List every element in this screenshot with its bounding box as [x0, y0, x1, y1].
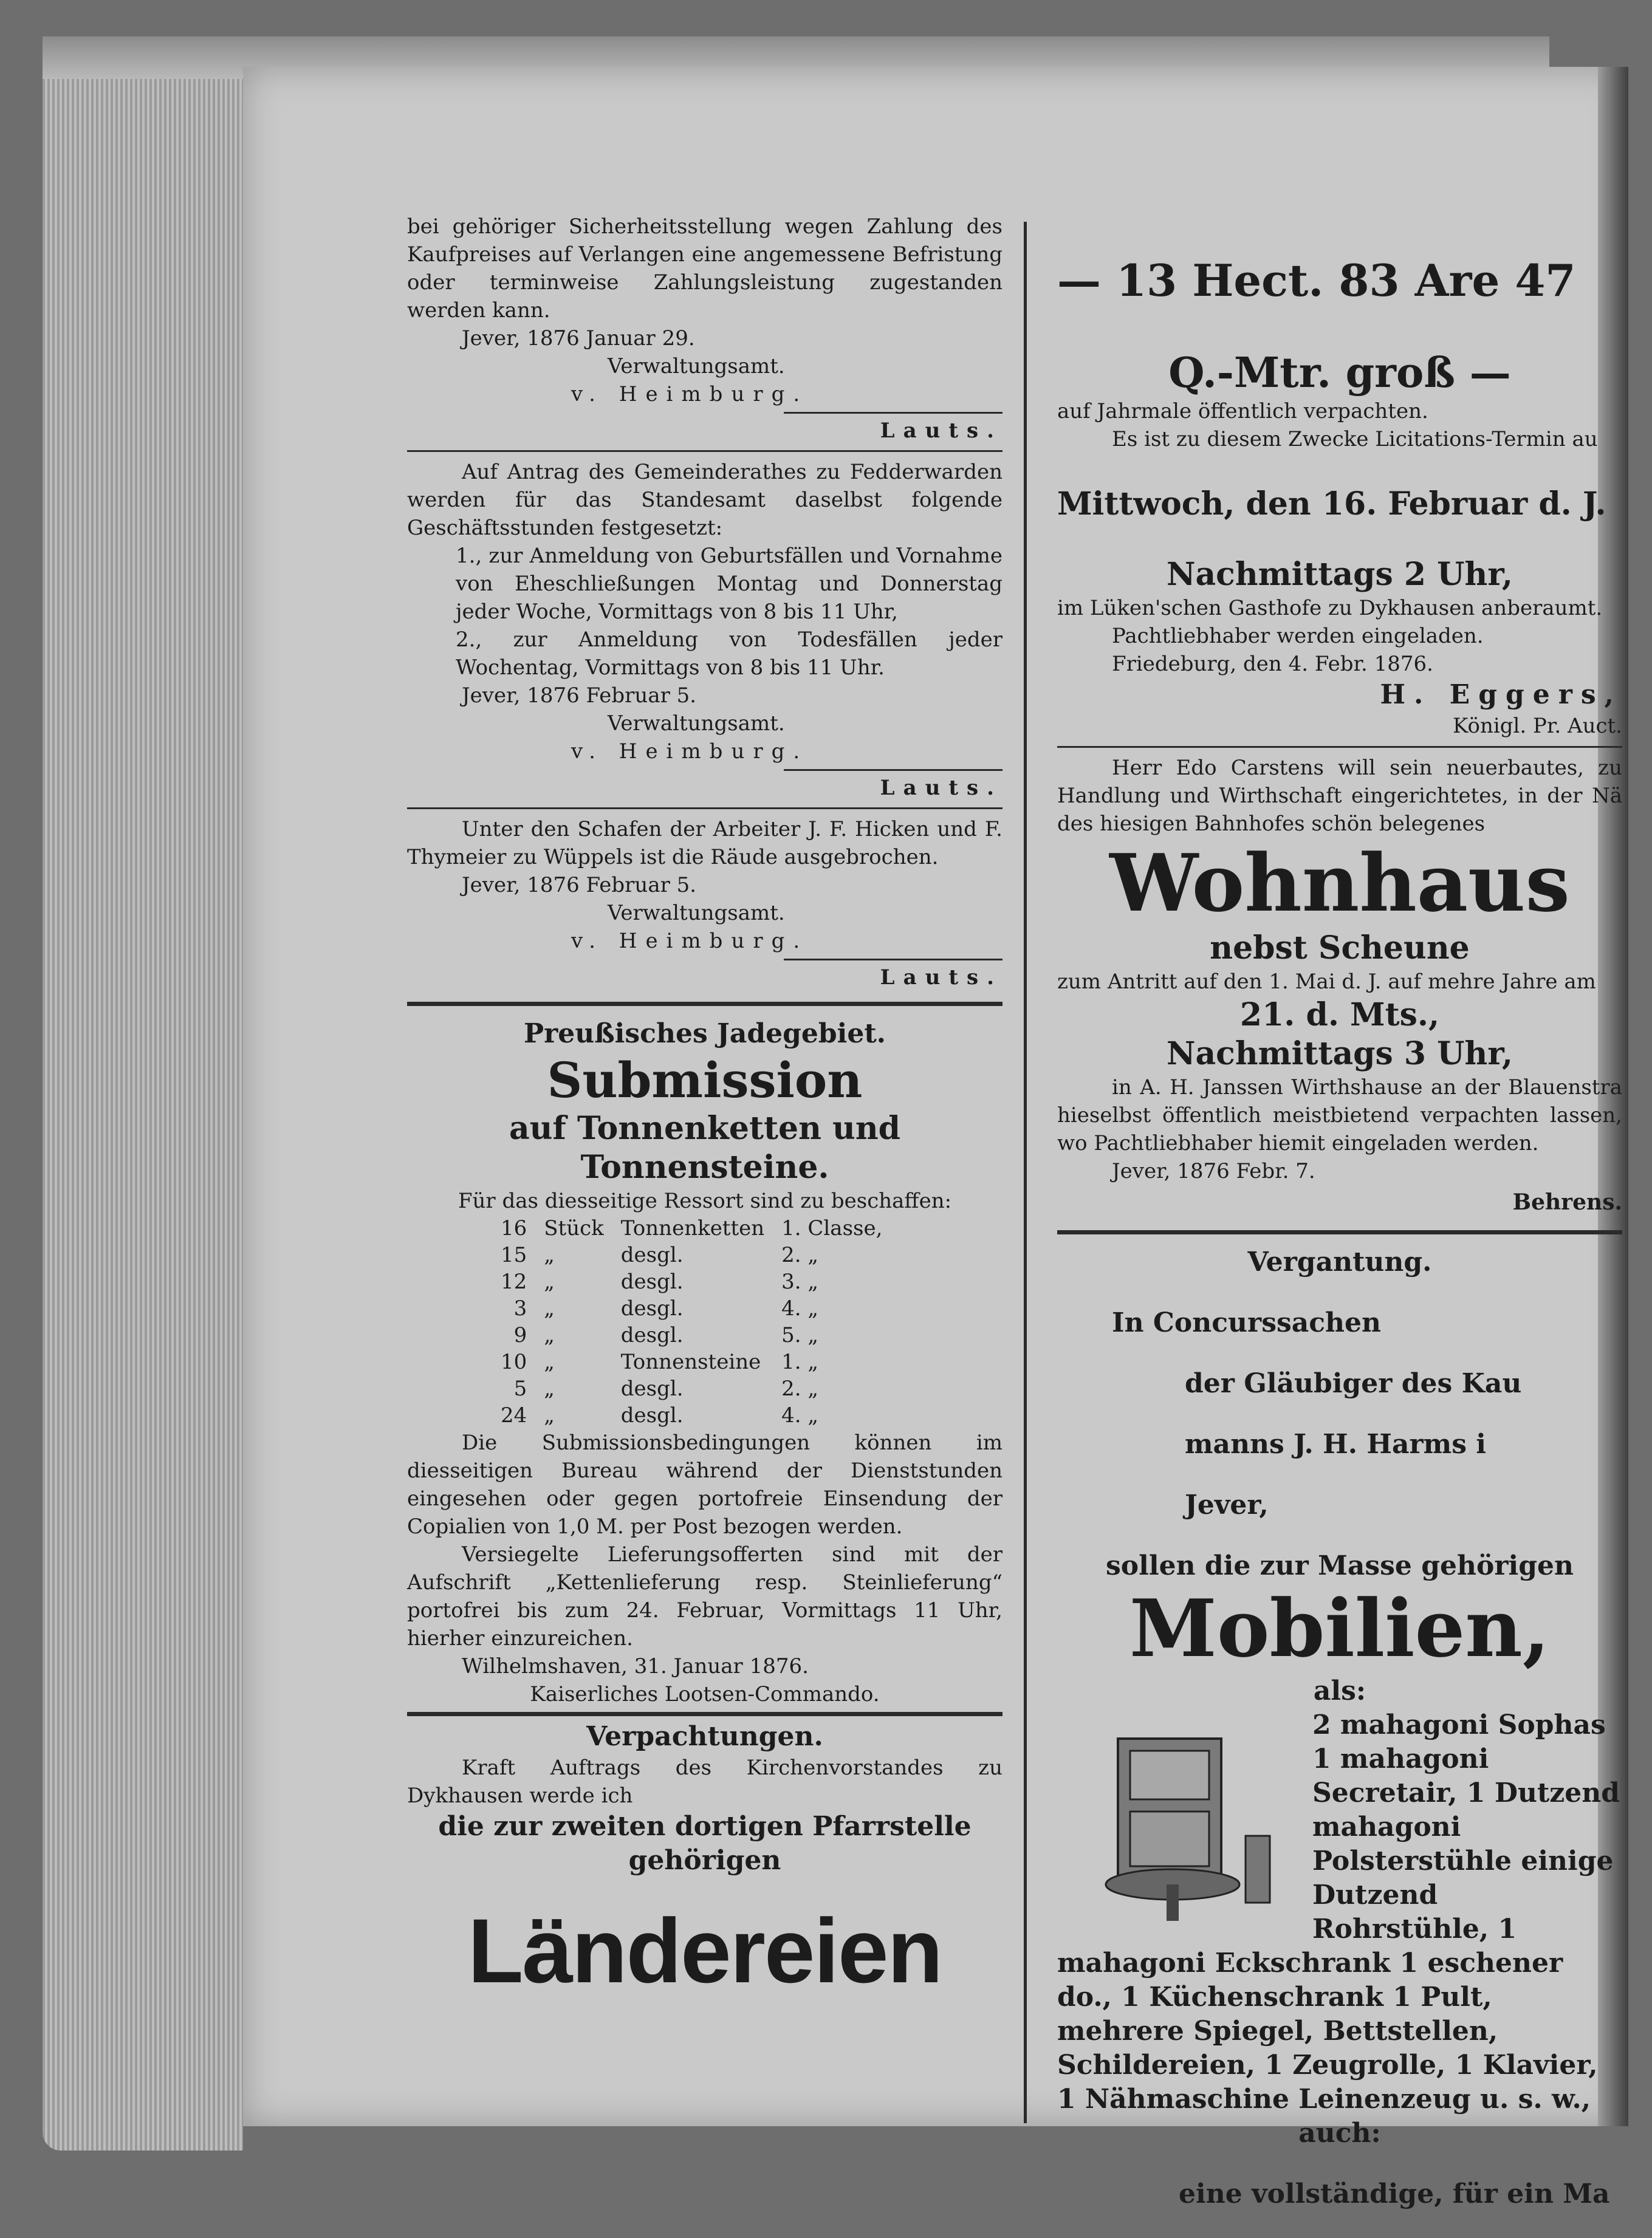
area-line: — 13 Hect. 83 Are 47: [1057, 255, 1576, 306]
notice-text: bei gehöriger Sicherheitsstellung wegen Zahlung des Kaufpreises auf Verlangen eine angemessene Befristung oder terminweise Zahlungsleistung zugestanden werden kann.: [407, 214, 1003, 323]
submission-ad: [407, 1017, 1003, 1708]
ad-line: auch:: [1298, 2118, 1381, 2149]
notice-text: Unter den Schafen der Arbeiter J. F. Hicken und F. Thymeier zu Wüppels ist die Räude ausgebrochen.: [407, 817, 1003, 869]
table-cell-unit: Stück: [544, 1216, 604, 1240]
left-column: [407, 213, 1003, 2002]
table-cell-cls: 2. „: [781, 1377, 819, 1401]
newspaper-page: [243, 67, 1628, 2209]
table-cell-n: 15: [501, 1243, 527, 1267]
ad-paragraph: Die Submissionsbedingungen können im diesseitigen Bureau während der Dienststunden eingesehen oder gegen portofreie Einsendung der Copialien von 1,0 M. per Post bezogen werden.: [407, 1431, 1003, 1539]
items-table: [492, 1215, 891, 1429]
table-cell-n: 5: [513, 1377, 527, 1401]
table-cell-unit: „: [544, 1350, 555, 1374]
table-row: [492, 1242, 891, 1268]
ad-intro: Für das diesseitige Ressort sind zu beschaffen:: [458, 1189, 952, 1213]
ad-paragraph: Es ist zu diesem Zwecke Licitations-Termin au: [1112, 427, 1598, 451]
table-cell-item: desgl.: [620, 1296, 684, 1321]
table-cell-unit: „: [544, 1270, 555, 1294]
ad-line: eine vollständige, für ein Ma: [1179, 2178, 1610, 2209]
signature: Lauts.: [880, 776, 1003, 800]
signature: Behrens.: [1512, 1189, 1622, 1215]
table-cell-unit: „: [544, 1296, 555, 1321]
place-date: Friedeburg, den 4. Febr. 1876.: [1112, 652, 1433, 676]
ad-line: Jever,: [1185, 1490, 1269, 1521]
notice-text: Auf Antrag des Gemeinderathes zu Fedderwarden werden für das Standesamt daselbst folgende Geschäftsstunden festgesetzt:: [407, 460, 1003, 540]
lease-ad: [407, 1720, 1003, 2002]
place-date: Jever, 1876 Febr. 7.: [1112, 1159, 1315, 1183]
ad-paragraph: auf Jahrmale öffentlich verpachten.: [1057, 399, 1428, 423]
lease-continuation: [1057, 256, 1622, 740]
table-row: [492, 1295, 891, 1322]
ad-bold-line: die zur zweiten dortigen Pfarrstelle: [438, 1811, 972, 1842]
ad-paragraph: Versiegelte Lieferungsofferten sind mit der Aufschrift „Kettenlieferung resp. Steinlieferung“ portofrei bis zum 24. Februar, Vormittags 11 Uhr, hierher einzureichen.: [407, 1542, 1003, 1651]
ad-big-title: Wohnhaus: [1109, 837, 1570, 929]
notice-2: [407, 458, 1003, 801]
ad-heading: Preußisches Jadegebiet.: [524, 1018, 886, 1049]
signature-title: Königl. Pr. Auct.: [1453, 714, 1622, 738]
ad-paragraph: Pachtliebhaber werden eingeladen.: [1112, 624, 1484, 648]
place-date: Jever, 1876 Januar 29.: [462, 326, 695, 351]
table-cell-cls: 4. „: [781, 1296, 819, 1321]
ad-paragraph: in A. H. Janssen Wirthshause an der Blauenstra hieselbst öffentlich meistbietend verpachten lassen, wo Pachtliebhaber hiemit eingeladen werden.: [1057, 1075, 1622, 1155]
table-cell-cls: 3. „: [781, 1270, 819, 1294]
ad-big-title: Ländereien: [467, 1900, 942, 2002]
ad-line: der Gläubiger des Kau: [1185, 1368, 1522, 1399]
ad-line: In Concurssachen: [1112, 1307, 1382, 1338]
ad-line: manns J. H. Harms i: [1185, 1429, 1487, 1460]
list-item: 2., zur Anmeldung von Todesfällen jeder Wochentag, Vormittags von 8 bis 11 Uhr.: [456, 628, 1003, 680]
place-date: Wilhelmshaven, 31. Januar 1876.: [462, 1654, 809, 1679]
separator-thick: [407, 1002, 1003, 1006]
table-cell-n: 10: [501, 1350, 527, 1374]
table-cell-n: 12: [501, 1270, 527, 1294]
ad-paragraph: im Lüken'schen Gasthofe zu Dykhausen anberaumt.: [1057, 596, 1603, 620]
separator: [1057, 746, 1622, 748]
right-column: [1057, 213, 1622, 2238]
ad-paragraph: Kraft Auftrags des Kirchenvorstandes zu Dykhausen werde ich: [407, 1756, 1003, 1808]
table-cell-unit: „: [544, 1377, 555, 1401]
auction-date: 21. d. Mts.,: [1239, 996, 1440, 1033]
office: Verwaltungsamt.: [608, 901, 785, 925]
furniture-list: 2 mahagoni Sophas 1 mahagoni Secretair, 1 Dutzend mahagoni Polsterstühle einige Dutzend Rohrstühle, 1 mahagoni Eckschrank 1 eschener do., 1 Küchenschrank 1 Pult, mehrere Spiegel, Bettstellen, Schildereien, 1 Zeugrolle, 1 Klavier, 1 Nähmaschine Leinenzeug u. s. w.,: [1057, 1709, 1620, 2115]
signature: H. Eggers,: [1380, 679, 1622, 710]
table-cell-item: desgl.: [620, 1377, 684, 1401]
list-item: 1., zur Anmeldung von Geburtsfällen und Vornahme von Eheschließungen Montag und Donnerstag jeder Woche, Vormittags von 8 bis 11 Uhr,: [456, 544, 1003, 624]
signature: v. Heimburg.: [571, 739, 809, 764]
notice-3: [407, 815, 1003, 991]
ad-big-title: Mobilien,: [1129, 1582, 1551, 1675]
table-cell-item: desgl.: [620, 1323, 684, 1347]
ad-heading: Vergantung.: [1247, 1247, 1432, 1278]
table-cell-n: 24: [501, 1403, 527, 1428]
signature: v. Heimburg.: [571, 382, 809, 406]
table-cell-cls: 1. Classe,: [781, 1216, 883, 1240]
auction-time: Nachmittags 3 Uhr,: [1166, 1035, 1513, 1072]
place-date: Jever, 1876 Februar 5.: [462, 683, 697, 708]
table-cell-n: 9: [513, 1323, 527, 1347]
separator: [407, 807, 1003, 809]
ad-paragraph: zum Antritt auf den 1. Mai d. J. auf mehre Jahre am: [1057, 970, 1596, 994]
signature: Lauts.: [880, 965, 1003, 990]
ad-heading: Verpachtungen.: [586, 1721, 823, 1752]
house-ad: [1057, 754, 1622, 1219]
table-cell-cls: 1. „: [781, 1350, 819, 1374]
ad-subtitle: nebst Scheune: [1210, 929, 1470, 967]
table-cell-cls: 5. „: [781, 1323, 819, 1347]
table-row: [492, 1375, 891, 1402]
notice-1: [407, 213, 1003, 444]
book-page-edges: [43, 36, 243, 2151]
auction-ad: [1057, 1245, 1622, 2211]
table-cell-cls: 2. „: [781, 1243, 819, 1267]
signature: Kaiserliches Lootsen-Commando.: [530, 1682, 880, 1706]
office: Verwaltungsamt.: [608, 354, 785, 378]
ad-bold-line: gehörigen: [628, 1845, 781, 1876]
table-cell-item: desgl.: [620, 1403, 684, 1428]
table-row: [492, 1215, 891, 1242]
signature: v. Heimburg.: [571, 929, 809, 953]
signature: Lauts.: [880, 419, 1003, 443]
table-cell-unit: „: [544, 1323, 555, 1347]
separator-thick: [407, 1712, 1003, 1716]
table-cell-n: 16: [501, 1216, 527, 1240]
table-cell-item: Tonnensteine: [620, 1350, 761, 1374]
signature-rule: [784, 769, 1003, 771]
separator-thick: [1057, 1230, 1622, 1234]
ad-paragraph: Herr Edo Carstens will sein neuerbautes, zu Handlung und Wirthschaft eingerichtetes, in der Nä des hiesigen Bahnhofes schön belegenes: [1057, 756, 1622, 836]
table-row: [492, 1402, 891, 1429]
ad-line: als:: [1313, 1675, 1366, 1706]
area-line: Q.-Mtr. groß —: [1168, 349, 1511, 397]
table-cell-item: desgl.: [620, 1270, 684, 1294]
ad-title: Submission: [547, 1052, 863, 1109]
table-cell-item: Tonnenketten: [620, 1216, 765, 1240]
table-cell-n: 3: [513, 1296, 527, 1321]
place-date: Jever, 1876 Februar 5.: [462, 873, 697, 897]
separator: [407, 450, 1003, 452]
table-cell-unit: „: [544, 1243, 555, 1267]
auction-time: Nachmittags 2 Uhr,: [1166, 556, 1513, 593]
table-row: [492, 1268, 891, 1295]
signature-rule: [784, 959, 1003, 960]
table-row: [492, 1349, 891, 1375]
signature-rule: [784, 412, 1003, 414]
table-row: [492, 1322, 891, 1349]
column-divider: [1024, 222, 1027, 2123]
table-cell-unit: „: [544, 1403, 555, 1428]
table-cell-cls: 4. „: [781, 1403, 819, 1428]
office: Verwaltungsamt.: [608, 711, 785, 736]
auction-date: Mittwoch, den 16. Februar d. J.: [1057, 485, 1606, 522]
ad-line: sollen die zur Masse gehörigen: [1106, 1550, 1574, 1581]
ad-subtitle: auf Tonnenketten und Tonnensteine.: [509, 1110, 900, 1186]
table-cell-item: desgl.: [620, 1243, 684, 1267]
furniture-illustration: [1081, 1714, 1300, 1933]
